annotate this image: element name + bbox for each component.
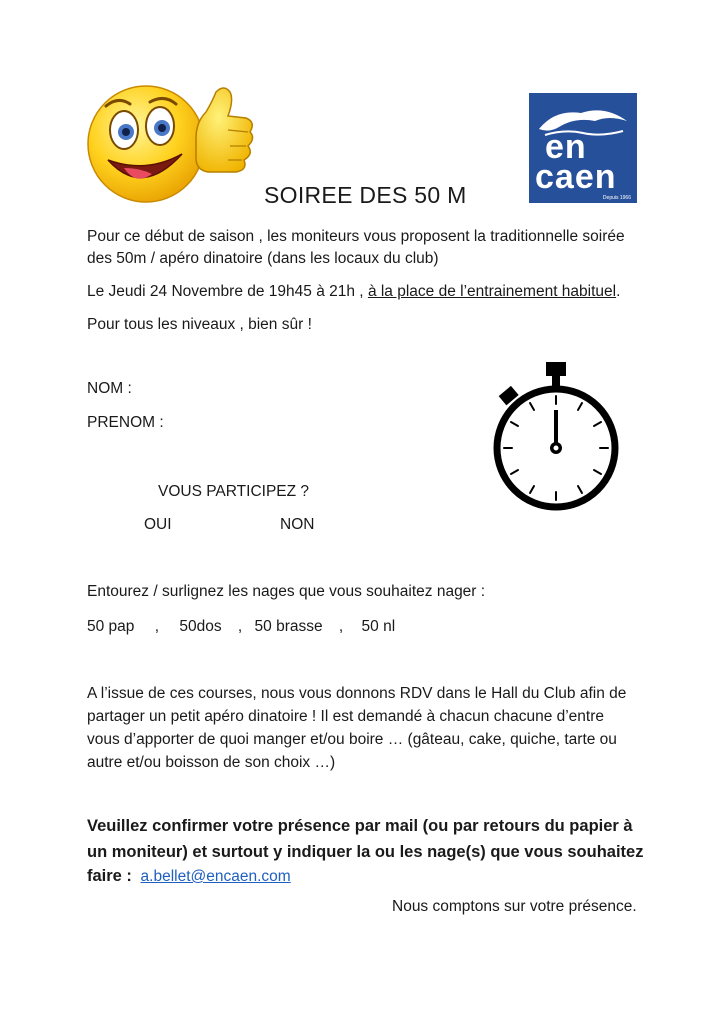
date-line <box>87 281 620 303</box>
date-line-underlined: à la place de l’entrainement habituel <box>367 283 617 300</box>
email-link[interactable]: a.bellet@encaen.com <box>140 868 291 885</box>
answer-no: NON <box>280 516 315 533</box>
intro-line-2: des 50m / apéro dinatoire (dans les locaux du club) <box>87 250 439 267</box>
separator: , <box>338 618 344 635</box>
date-line-prefix: Le Jeudi 24 Novembre de 19h45 à 21h , <box>87 283 368 300</box>
confirm-line-3-prefix: faire : <box>87 867 137 885</box>
stroke-option-brasse[interactable]: 50 brasse <box>254 618 323 635</box>
thumbs-up-emoji-icon <box>84 82 256 206</box>
answer-yes: OUI <box>144 516 172 533</box>
after-line-1: A l’issue de ces courses, nous vous donnons RDV dans le Hall du Club afin de <box>87 685 627 702</box>
logo-tagline: Depuis 1966 <box>602 195 631 201</box>
separator: , <box>154 618 160 635</box>
intro-line-1: Pour ce début de saison , les moniteurs vous proposent la traditionnelle soirée <box>87 228 625 245</box>
separator: , <box>237 618 243 635</box>
levels-line: Pour tous les niveaux , bien sûr ! <box>87 316 312 333</box>
stroke-option-nl[interactable]: 50 nl <box>361 618 396 635</box>
club-logo <box>529 93 637 203</box>
logo-text-line2: caen <box>535 158 617 196</box>
prenom-label: PRENOM : <box>87 414 164 431</box>
stopwatch-icon <box>490 358 624 516</box>
confirm-line-2: un moniteur) et surtout y indiquer la ou les nage(s) que vous souhaitez <box>87 843 644 861</box>
logo-text-line1: en <box>545 128 587 166</box>
participation-question: VOUS PARTICIPEZ ? <box>158 483 310 500</box>
stroke-option-pap[interactable]: 50 pap <box>87 618 135 635</box>
confirm-line-1: Veuillez confirmer votre présence par mail (ou par retours du papier à <box>87 817 633 835</box>
date-line-suffix: . <box>616 283 621 300</box>
after-line-4: autre et/ou boisson de son choix …) <box>87 754 336 771</box>
nom-label: NOM : <box>87 380 132 397</box>
strokes-instruction: Entourez / surlignez les nages que vous souhaitez nager : <box>87 583 486 600</box>
page-title: SOIREE DES 50 M <box>264 182 467 208</box>
stroke-option-dos[interactable]: 50dos <box>179 618 222 635</box>
after-line-3: vous d’apporter de quoi manger et/ou boire … (gâteau, cake, quiche, tarte ou <box>87 731 617 748</box>
strokes-list <box>87 616 395 638</box>
after-line-2: partager un petit apéro dinatoire ! Il est demandé à chacun chacune d’entre <box>87 708 605 725</box>
confirm-line-3 <box>87 863 291 890</box>
closing-line: Nous comptons sur votre présence. <box>392 898 637 915</box>
